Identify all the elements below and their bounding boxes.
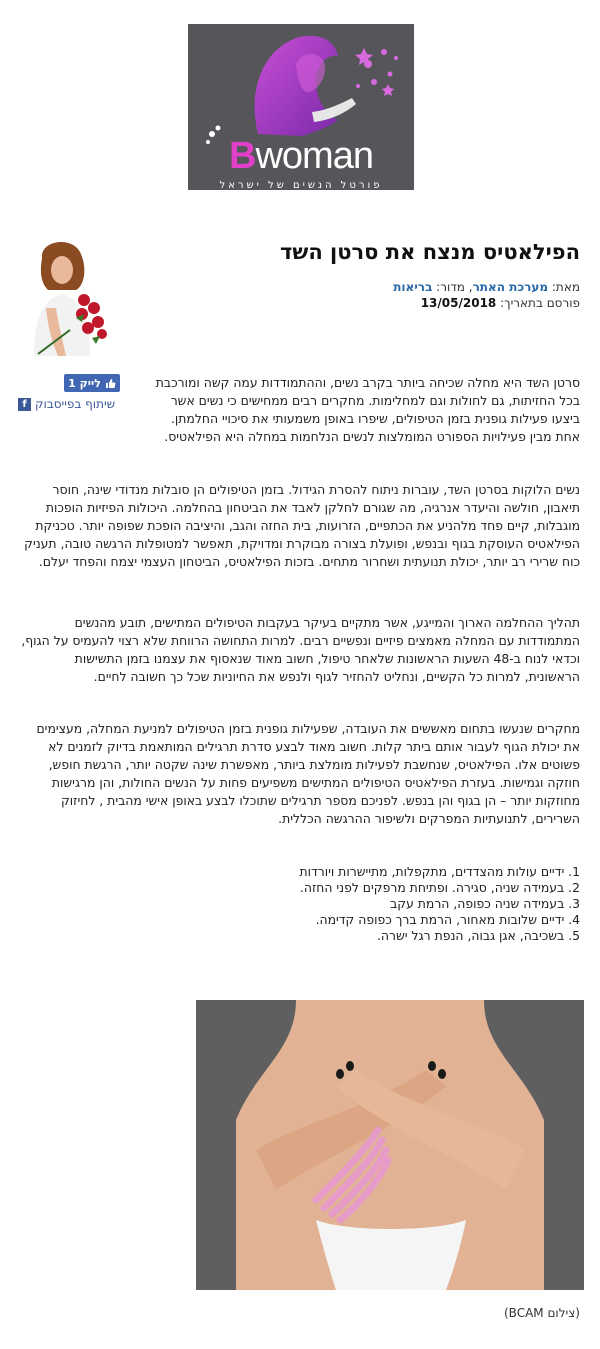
article-photo <box>196 1000 584 1290</box>
author-link[interactable]: מערכת האתר <box>472 280 549 294</box>
section-link[interactable]: בריאות <box>393 280 433 294</box>
share-label: שיתוף בפייסבוק <box>35 397 116 411</box>
author-photo <box>18 238 112 356</box>
site-logo[interactable] <box>188 24 414 190</box>
list-item: 5. בשכיבה, אגן גבוה, הנפת רגל ישרה. <box>376 928 580 943</box>
article-title: הפילאטיס מנצח את סרטן השד <box>280 240 580 264</box>
brand-tagline: פורטל הנשים של ישראל <box>219 180 383 190</box>
facebook-like-button[interactable] <box>64 374 120 392</box>
like-label: לייק 1 <box>68 376 101 390</box>
article-paragraph: תהליך ההחלמה הארוך והמייגע, אשר מתקיים בעיקר בעקבות הטיפולים המתישים, תובע מהנשים המתמודדות עם המחלה מאמצים פיזיים ונפשיים רבים. למרות התחושה הרווחת שלא רצוי להעמיס על הגוף, וכדאי לנוח ב-48 השעות הראשונות שלאחר טיפול, חשוב מאוד שנאסוף את עצמנו בזמן התשישות הראשונית, למרות כל הקשיים, ונחליט להחזיר לגוף ולנפש את החיוניות שכל כך חשובה לחיים. <box>21 615 580 684</box>
published-label: פורסם בתאריך: <box>500 296 580 310</box>
brand-letter: B <box>229 135 256 177</box>
list-item: 3. בעמידה שניה כפופה, הרמת עקב <box>390 896 580 911</box>
brand-name <box>188 136 414 176</box>
brand-rest: woman <box>255 135 373 177</box>
publish-info <box>421 296 580 310</box>
thumbs-up-icon <box>105 378 116 389</box>
article-paragraph: נשים הלוקות בסרטן השד, עוברות ניתוח להסרת הגידול. בזמן הטיפולים הן סובלות מנדודי שינה, חוסר תיאבון, חולשה והיעדר אנרגיה, מה שגורם לחלקן לאבד את הביטחון בהחלמה. היכולות הפיזיות הופכות מוגבלות, קיים פחד מלהניע את הכתפיים, הזרועות, בית החזה והגב, והיציבה הופכת שפופה יותר. טכניקת הפילאטיס העוסקת בגוף ובנפש, ופועלת בצורה מבוקרת ומדויקת, תאפשר למטופלות הרגשה טובה, תעניק כוח שרירי רב יותר, יכולת תנועתית ושחרור מתחים. בזכות הפילאטיס, הביטחון העצמי יצמח והפחד יעלם. <box>24 482 580 569</box>
section-label: , מדור: <box>436 280 473 294</box>
photo-credit: (צילום BCAM) <box>503 1306 580 1320</box>
facebook-icon: f <box>18 398 31 411</box>
publish-date: 13/05/2018 <box>420 296 497 310</box>
facebook-share-link[interactable] <box>18 397 115 411</box>
byline <box>393 280 580 294</box>
list-item: 2. בעמידה שניה, סגירה. ופתיחת מרפקים לפני החזה. <box>299 880 580 895</box>
list-item: 1. ידיים עולות מהצדדים, מתקפלות, מתיישרות ויורדות <box>299 864 580 879</box>
article-paragraph: סרטן השד היא מחלה שכיחה ביותר בקרב נשים, וההתמודדות עמה קשה ומורכבת בכל החזיתות, גם לחולות וגם למחלימות. מחקרים רבים ממחישים כי נשים אשר ביצעו פעילות גופנית בזמן הטיפולים, שיפרו באופן משמעותי את סיכויי החלמתן. אחת מבין פעילויות הספורט המומלצות לנשים הנלחמות במחלה היא הפילאטיס. <box>155 375 580 444</box>
list-item: 4. ידיים שלובות מאחור, הרמת ברך כפופה קדימה. <box>315 912 580 927</box>
exercise-list <box>299 864 580 944</box>
article-paragraph: מחקרים שנעשו בתחום מאששים את העובדה, שפעילות גופנית בזמן הטיפולים למניעת המחלה, מעצימים את יכולת הגוף לעבור אותם ביתר קלות. חשוב מאוד לבצע סדרת תרגילים המותאמת בדיוק לזמנים לא פשוטים אלו. הפילאטיס, שנחשבת לפעילות מומלצת ביותר, מאפשרת שינה שקטה יותר, הרגשת חופש, חוזקה וגמישות. בעזרת הפילאטיס הטיפולים המתישים משפיעים פחות על הנשים החולות, והן מרגישות מחוזקות יותר – הן בגוף והן בנפש. לפניכם מספר תרגילים שתוכלו לבצע באופן אישי מהבית , לחיזוק השרירים, לתנועתיות המפרקים ולשיפור ההרגשה הכללית. <box>36 721 580 826</box>
from-label: מאת: <box>551 280 580 294</box>
